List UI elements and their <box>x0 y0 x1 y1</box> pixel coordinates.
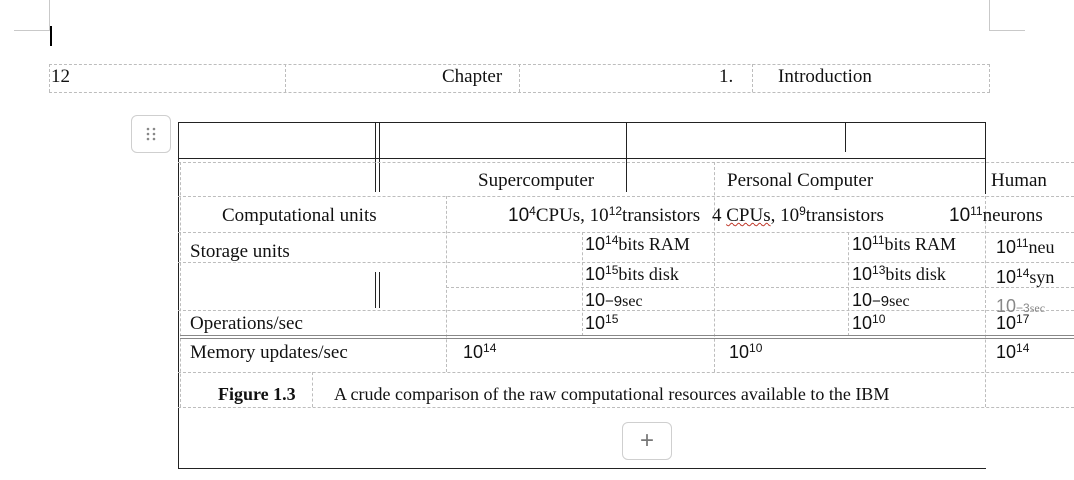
row-label-storage-units: Storage units <box>190 241 290 262</box>
cell-super-memory-updates: $10^{14}$ <box>463 341 497 362</box>
drag-handle-icon <box>145 127 157 141</box>
crop-mark-top-right-h <box>989 30 1025 31</box>
cell-human-computational-units: $10^{11}neurons$ <box>949 204 1043 226</box>
cell-super-storage-ram: $10^{14}bits$ RAM <box>585 233 690 254</box>
cell-pc-storage-ram: $10^{11}bits$ RAM <box>852 233 957 254</box>
cell-human-storage-neurons: $10^{11}neu$ <box>996 236 1055 257</box>
cell-human-operations: $10^{17}$ <box>996 312 1030 333</box>
cell-super-operations: $10^{15}$ <box>585 312 619 333</box>
row-label-operations-per-sec: Operations/sec <box>190 313 303 334</box>
cell-super-cycle-time: 10−9sec <box>585 290 643 310</box>
column-header-supercomputer: Supercomputer <box>478 170 595 191</box>
crop-mark-top-right-v <box>989 0 990 30</box>
plus-icon: + <box>639 427 654 454</box>
text-cursor <box>50 26 52 46</box>
add-row-button[interactable] <box>622 422 672 460</box>
cell-pc-storage-disk: $10^{13}bits$ disk <box>852 263 946 284</box>
table-drag-handle[interactable] <box>131 115 171 153</box>
crop-mark-top-left-h <box>14 30 50 31</box>
figure-label: Figure 1.3 <box>218 384 296 404</box>
cell-human-cycle-time: 10−3sec <box>996 296 1046 316</box>
cell-super-computational-units: $10^4CPUs$, $10^{12}transistors$ <box>508 204 701 226</box>
figure-caption: A crude comparison of the raw computational resources available to the IBM <box>334 384 890 404</box>
chapter-title: Introduction <box>778 66 872 87</box>
cell-pc-memory-updates: $10^{10}$ <box>729 341 763 362</box>
column-header-human: Human <box>991 170 1047 191</box>
cell-super-storage-disk: $10^{15}bits$ disk <box>585 263 679 284</box>
row-label-computational-units: Computational units <box>222 205 377 226</box>
cell-pc-cycle-time: 10−9sec <box>852 290 910 310</box>
cell-human-memory-updates: $10^{14}$ <box>996 341 1030 362</box>
chapter-label: Chapter <box>442 66 503 87</box>
chapter-number: 1. <box>719 66 734 87</box>
cell-human-storage-synapses: $10^{14}syn$ <box>996 266 1055 287</box>
column-header-personal-computer: Personal Computer <box>727 170 874 191</box>
cell-pc-computational-units: 4 CPUs, $10^9transistors$ <box>712 204 884 226</box>
page-number: 12 <box>51 66 70 87</box>
row-label-memory-updates-per-sec: Memory updates/sec <box>190 342 348 363</box>
cell-pc-operations: $10^{10}$ <box>852 312 886 333</box>
